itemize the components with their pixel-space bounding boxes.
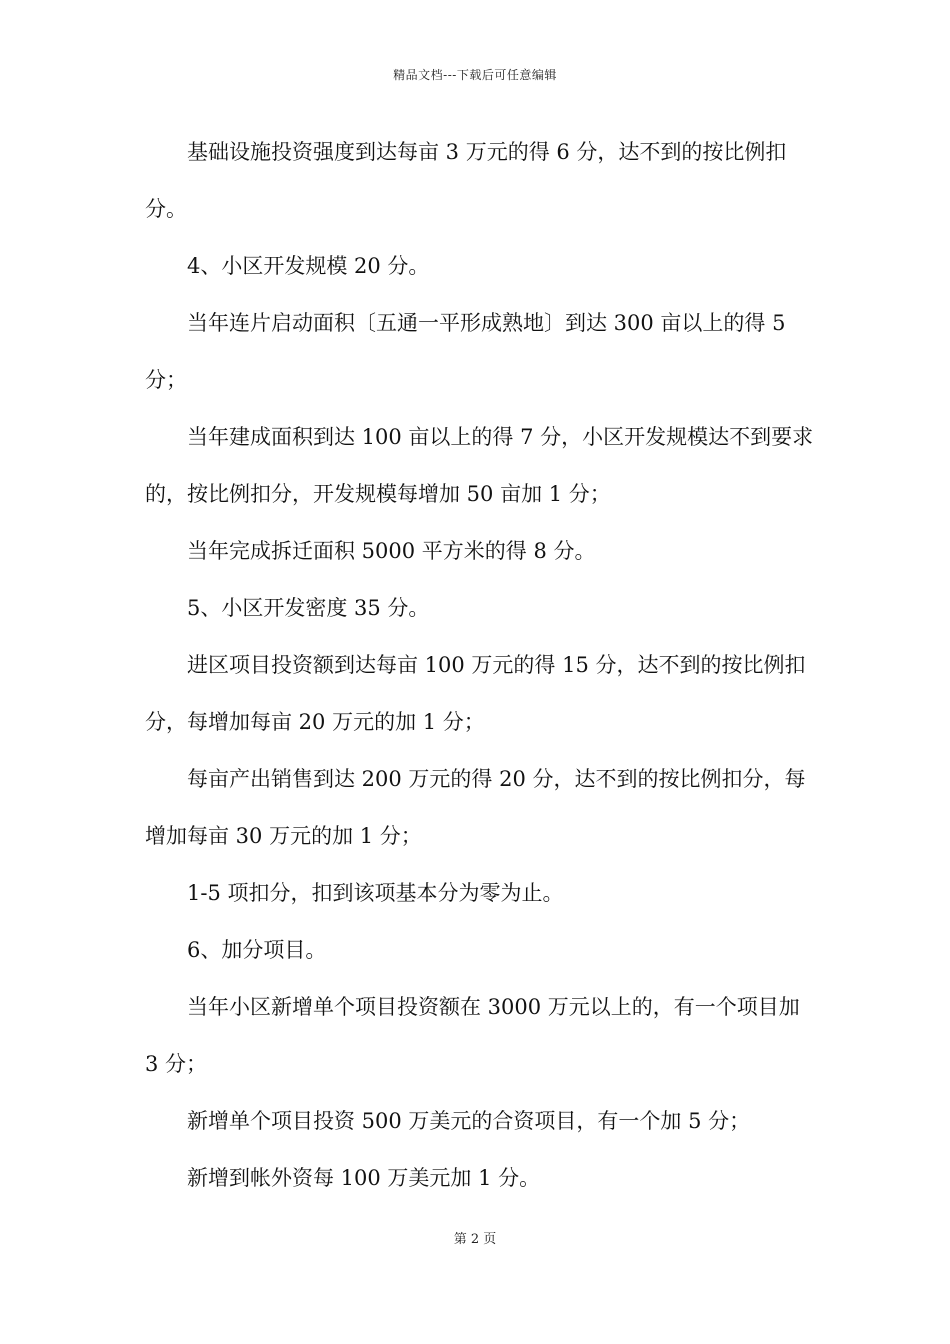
paragraph: 新增到帐外资每 100 万美元加 1 分。 (187, 1166, 541, 1190)
page-header: 精品文档---下载后可任意编辑 (393, 68, 557, 82)
paragraph: 5、小区开发密度 35 分。 (187, 596, 430, 620)
paragraph: 1-5 项扣分，扣到该项基本分为零为止。 (187, 881, 564, 905)
paragraph: 每亩产出销售到达 200 万元的得 20 分，达不到的按比例扣分，每增加每亩 30 万元的加 1 分； (145, 767, 806, 848)
paragraph: 进区项目投资额到达每亩 100 万元的得 15 分，达不到的按比例扣分，每增加每亩 20 万元的加 1 分； (145, 653, 806, 734)
document-body (145, 124, 815, 1207)
paragraph: 当年连片启动面积〔五通一平形成熟地〕到达 300 亩以上的得 5 分； (145, 311, 786, 392)
paragraph: 当年完成拆迁面积 5000 平方米的得 8 分。 (187, 539, 596, 563)
paragraph: 当年小区新增单个项目投资额在 3000 万元以上的，有一个项目加 3 分； (145, 995, 800, 1076)
paragraph: 4、小区开发规模 20 分。 (187, 254, 430, 278)
paragraph: 当年建成面积到达 100 亩以上的得 7 分，小区开发规模达不到要求的，按比例扣分，开发规模每增加 50 亩加 1 分； (145, 425, 814, 506)
paragraph: 基础设施投资强度到达每亩 3 万元的得 6 分，达不到的按比例扣分。 (145, 140, 787, 221)
paragraph: 6、加分项目。 (187, 938, 327, 962)
page-number: 第 2 页 (453, 1232, 497, 1247)
paragraph: 新增单个项目投资 500 万美元的合资项目，有一个加 5 分； (187, 1109, 751, 1133)
